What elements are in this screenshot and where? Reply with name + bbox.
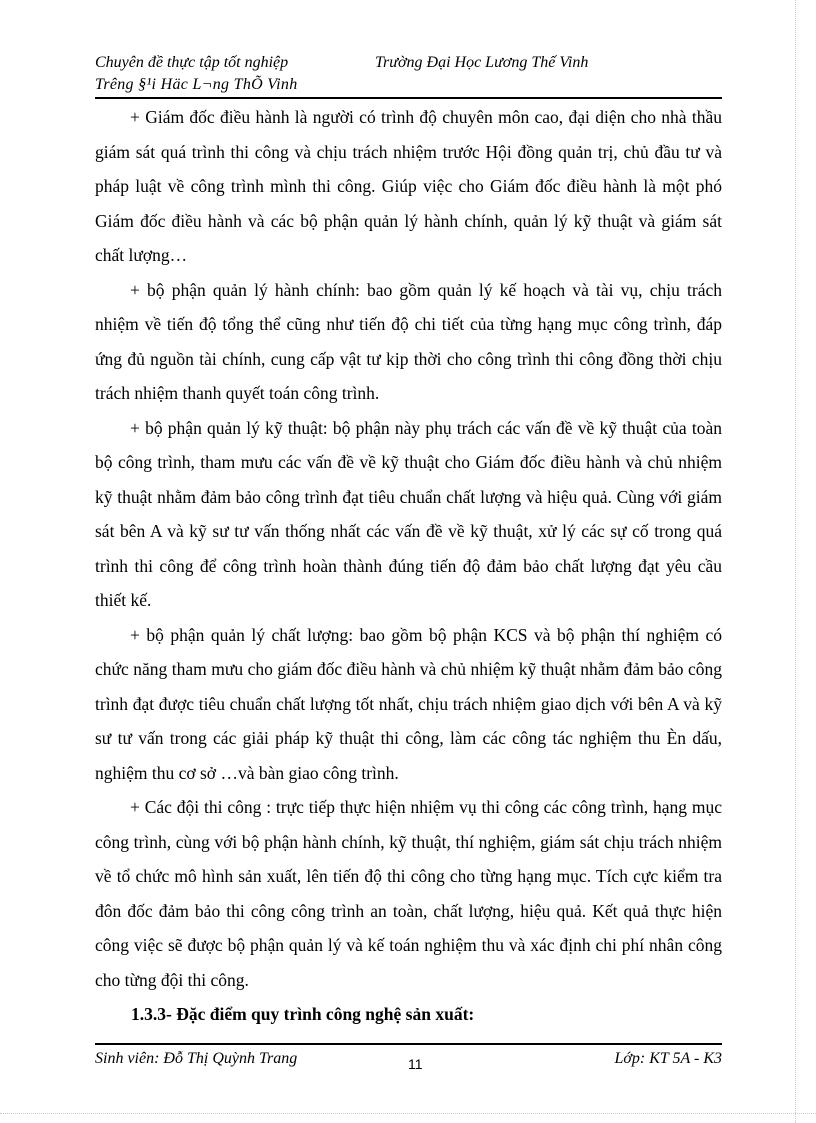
paragraph-technical-dept: + bộ phận quản lý kỹ thuật: bộ phận này phụ trách các vấn đề về kỹ thuật của toàn bộ công trình, tham mưu các vấn đề về kỹ thuật cho Giám đốc điều hành và chủ nhiệm kỹ thuật nhằm đảm bảo công trình đạt tiêu chuẩn chất lượng và hiệu quả. Cùng với giám sát bên A và kỹ sư tư vấn thống nhất các vấn đề về kỹ thuật, xử lý các sự cố trong quá trình thi công để công trình hoàn thành đúng tiến độ đảm bảo chất lượng đạt yêu cầu thiết kế. xyxy=(95,417,722,610)
page-boundary-vertical xyxy=(795,0,796,1123)
document-body xyxy=(95,100,722,1032)
header-row-1 xyxy=(95,52,720,74)
page-header xyxy=(95,52,720,96)
section-heading: 1.3.3- Đặc điểm quy trình công nghệ sản xuất: xyxy=(131,1004,475,1024)
paragraph-quality-dept: + bộ phận quản lý chất lượng: bao gồm bộ phận KCS và bộ phận thí nghiệm có chức năng tham mưu cho giám đốc điều hành và chủ nhiệm kỹ thuật nhằm đảm bảo công trình đạt được tiêu chuẩn chất lượng tốt nhất, chịu trách nhiệm giao dịch với bên A và kỹ sư tư vấn trong các giải pháp kỹ thuật thi công, làm các công tác nghiệm thu Èn dấu, nghiệm thu cơ sở …và bàn giao công trình. xyxy=(95,624,722,783)
page-boundary-horizontal xyxy=(0,1113,816,1114)
header-university: Trường Đại Học Lương Thế Vinh xyxy=(375,54,589,71)
page-number: 11 xyxy=(408,1056,423,1072)
paragraph-admin-dept: + bộ phận quản lý hành chính: bao gồm quản lý kế hoạch và tài vụ, chịu trách nhiệm về tiến độ tổng thể cũng như tiến độ chi tiết của từng hạng mục công trình, đáp ứng đủ nguồn tài chính, cung cấp vật tư kịp thời cho công trình thi công đồng thời chịu trách nhiệm thanh quyết toán công trình. xyxy=(95,279,722,403)
header-rule xyxy=(95,97,722,99)
footer-rule xyxy=(95,1043,722,1045)
footer-class: Lớp: KT 5A - K3 xyxy=(614,1050,722,1067)
page-footer xyxy=(95,1050,722,1076)
paragraph-construction-teams: + Các đội thi công : trực tiếp thực hiện nhiệm vụ thi công các công trình, hạng mục công trình, cùng với bộ phận hành chính, kỹ thuật, thí nghiệm, giám sát chịu trách nhiệm về tổ chức mô hình sản xuất, lên tiến độ thi công cho từng hạng mục. Tích cực kiểm tra đôn đốc đảm bảo thi công công trình an toàn, chất lượng, hiệu quả. Kết quả thực hiện công việc sẽ được bộ phận quản lý và kế toán nghiệm thu và xác định chi phí nhân công cho từng đội thi công. xyxy=(95,797,722,990)
header-report-title: Chuyên đề thực tập tốt nghiệp xyxy=(95,54,289,71)
header-school-legacy-font: Trêng §¹i Häc L¬ng ThÕ Vinh xyxy=(95,76,298,93)
footer-student-name: Sinh viên: Đỗ Thị Quỳnh Trang xyxy=(95,1050,298,1067)
paragraph-director: + Giám đốc điều hành là người có trình độ chuyên môn cao, đại diện cho nhà thầu giám sát quá trình thi công và chịu trách nhiệm trước Hội đồng quản trị, chủ đầu tư và pháp luật về công trình mình thi công. Giúp việc cho Giám đốc điều hành là một phó Giám đốc điều hành và các bộ phận quản lý hành chính, quản lý kỹ thuật và giám sát chất lượng… xyxy=(95,107,722,265)
